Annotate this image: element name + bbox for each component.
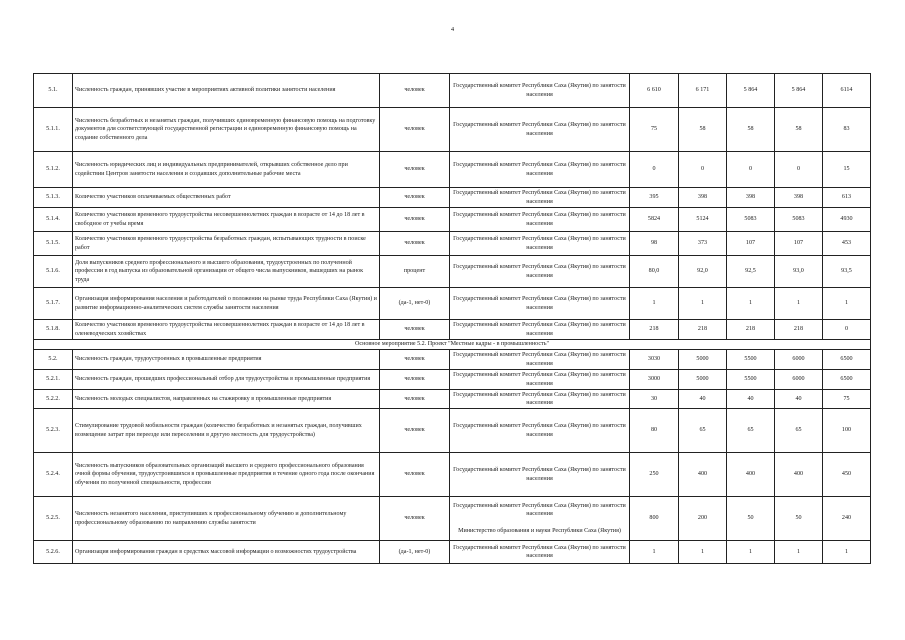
indicator-value: 92,5	[727, 256, 775, 288]
responsible-executor	[450, 497, 630, 541]
indicator-value: 5500	[727, 350, 775, 370]
row-number: 5.1.5.	[34, 232, 73, 256]
indicator-value: 58	[679, 108, 727, 152]
indicator-value: 93,0	[775, 256, 823, 288]
indicator-value: 58	[727, 108, 775, 152]
indicator-value: 5083	[775, 208, 823, 232]
table-row	[34, 390, 871, 409]
responsible-executor	[450, 152, 630, 188]
responsible-executor	[450, 350, 630, 370]
responsible-executor-line: Государственный комитет Республики Саха (Якутия) по занятости населения	[453, 503, 626, 518]
responsible-executor	[450, 390, 630, 409]
indicators-table	[33, 73, 871, 564]
row-number: 5.1.3.	[34, 188, 73, 208]
indicator-value: 40	[775, 390, 823, 409]
indicator-name: Количество участников временного трудоустройства несовершеннолетних граждан в возрасте от 14 до 18 лет в оленеводческих хозяйствах	[73, 320, 380, 340]
indicator-value: 83	[823, 108, 871, 152]
unit-of-measure: (да-1, нет-0)	[380, 288, 450, 320]
indicator-name: Численность граждан, принявших участие в мероприятиях активной политики занятости населения	[73, 74, 380, 108]
responsible-executor-line: Государственный комитет Республики Саха (Якутия) по занятости населения	[453, 296, 626, 311]
indicator-value: 6000	[775, 350, 823, 370]
unit-of-measure: человек	[380, 208, 450, 232]
responsible-executor	[450, 74, 630, 108]
indicator-value: 92,0	[679, 256, 727, 288]
table-row	[34, 256, 871, 288]
indicator-value: 1	[679, 288, 727, 320]
unit-of-measure: человек	[380, 152, 450, 188]
unit-of-measure: человек	[380, 350, 450, 370]
responsible-executor	[450, 453, 630, 497]
row-number: 5.2.1.	[34, 370, 73, 390]
indicator-value: 398	[679, 188, 727, 208]
row-number: 5.1.2.	[34, 152, 73, 188]
indicator-value: 1	[823, 288, 871, 320]
indicator-value: 75	[823, 390, 871, 409]
responsible-executor	[450, 409, 630, 453]
indicator-value: 398	[727, 188, 775, 208]
indicator-value: 5 864	[775, 74, 823, 108]
indicator-value: 0	[679, 152, 727, 188]
table-row	[34, 152, 871, 188]
unit-of-measure: процент	[380, 256, 450, 288]
table-row	[34, 232, 871, 256]
indicator-value: 400	[775, 453, 823, 497]
indicator-value: 93,5	[823, 256, 871, 288]
indicator-value: 1	[630, 541, 679, 564]
indicator-value: 0	[630, 152, 679, 188]
responsible-executor	[450, 108, 630, 152]
indicator-value: 450	[823, 453, 871, 497]
indicator-value: 15	[823, 152, 871, 188]
unit-of-measure: человек	[380, 409, 450, 453]
indicator-value: 1	[775, 288, 823, 320]
indicator-value: 218	[775, 320, 823, 340]
row-number: 5.1.6.	[34, 256, 73, 288]
indicator-value: 5500	[727, 370, 775, 390]
responsible-executor-line: Государственный комитет Республики Саха (Якутия) по занятости населения	[453, 162, 626, 177]
indicator-value: 400	[679, 453, 727, 497]
indicator-value: 65	[679, 409, 727, 453]
responsible-executor-line: Государственный комитет Республики Саха (Якутия) по занятости населения	[453, 352, 626, 367]
indicator-value: 5000	[679, 370, 727, 390]
indicator-value: 5083	[727, 208, 775, 232]
responsible-executor-line: Государственный комитет Республики Саха (Якутия) по занятости населения	[453, 423, 626, 438]
unit-of-measure: человек	[380, 320, 450, 340]
indicator-value: 6500	[823, 370, 871, 390]
indicator-value: 3030	[630, 350, 679, 370]
unit-of-measure: человек	[380, 108, 450, 152]
indicator-value: 40	[679, 390, 727, 409]
indicator-value: 4930	[823, 208, 871, 232]
row-number: 5.2.2.	[34, 390, 73, 409]
responsible-executor-line: Государственный комитет Республики Саха (Якутия) по занятости населения	[453, 83, 626, 98]
table-row	[34, 350, 871, 370]
responsible-executor	[450, 256, 630, 288]
table-row	[34, 409, 871, 453]
indicator-name: Численность незанятого населения, приступивших к профессиональному обучению и дополнительному профессиональному образованию по направлению службы занятости	[73, 497, 380, 541]
indicator-name: Численность граждан, прошедших профессиональный отбор для трудоустройства в промышленные предприятия	[73, 370, 380, 390]
indicator-value: 58	[775, 108, 823, 152]
table-row	[34, 108, 871, 152]
row-number: 5.2.6.	[34, 541, 73, 564]
row-number: 5.1.8.	[34, 320, 73, 340]
page-number: 4	[450, 26, 455, 33]
indicator-value: 218	[630, 320, 679, 340]
indicator-value: 398	[775, 188, 823, 208]
indicator-value: 400	[727, 453, 775, 497]
table-row	[34, 188, 871, 208]
responsible-executor-line: Государственный комитет Республики Саха (Якутия) по занятости населения	[453, 212, 626, 227]
indicator-value: 0	[727, 152, 775, 188]
unit-of-measure: человек	[380, 497, 450, 541]
row-number: 5.2.3.	[34, 409, 73, 453]
responsible-executor-line: Государственный комитет Республики Саха (Якутия) по занятости населения	[453, 322, 626, 337]
indicator-name: Доля выпускников среднего профессионального и высшего образования, трудоустроенных по полученной профессии в год выпуска из образовательной организации от общего числа выпускников, вышедших на рынок труда	[73, 256, 380, 288]
section-row	[34, 340, 871, 350]
unit-of-measure: человек	[380, 370, 450, 390]
table-row	[34, 288, 871, 320]
indicator-name: Численность выпускников образовательных организаций высшего и среднего профессионального образования очной формы обучения, трудоустроившихся в промышленные предприятия в течение одного года после окончания обучения по полученной специальности, профессии	[73, 453, 380, 497]
responsible-executor	[450, 208, 630, 232]
indicator-value: 80	[630, 409, 679, 453]
responsible-executor-line: Министерство образования и науки Республики Саха (Якутия)	[458, 527, 621, 534]
table-row	[34, 320, 871, 340]
indicator-value: 65	[727, 409, 775, 453]
responsible-executor-line: Государственный комитет Республики Саха (Якутия) по занятости населения	[453, 544, 626, 559]
indicator-value: 3000	[630, 370, 679, 390]
indicator-name: Количество участников оплачиваемых общественных работ	[73, 188, 380, 208]
indicator-value: 107	[727, 232, 775, 256]
responsible-executor-line: Государственный комитет Республики Саха (Якутия) по занятости населения	[453, 391, 626, 406]
table-row	[34, 370, 871, 390]
row-number: 5.2.4.	[34, 453, 73, 497]
indicator-value: 6000	[775, 370, 823, 390]
indicator-value: 250	[630, 453, 679, 497]
responsible-executor	[450, 188, 630, 208]
indicator-value: 75	[630, 108, 679, 152]
indicator-value: 5000	[679, 350, 727, 370]
responsible-executor	[450, 541, 630, 564]
row-number: 5.1.7.	[34, 288, 73, 320]
row-number: 5.1.	[34, 74, 73, 108]
indicator-name: Численность молодых специалистов, направленных на стажировку в промышленные предприятия	[73, 390, 380, 409]
responsible-executor	[450, 320, 630, 340]
indicator-value: 6 171	[679, 74, 727, 108]
indicator-name: Организация информирования населения и работодателей о положении на рынке труда Республики Саха (Якутия) и развитие информационно-аналитических систем службы занятости населения	[73, 288, 380, 320]
indicator-value: 0	[775, 152, 823, 188]
row-number: 5.1.4.	[34, 208, 73, 232]
indicator-value: 1	[630, 288, 679, 320]
indicator-value: 50	[727, 497, 775, 541]
indicator-value: 40	[727, 390, 775, 409]
responsible-executor-line: Государственный комитет Республики Саха (Якутия) по занятости населения	[453, 122, 626, 137]
indicator-value: 0	[823, 320, 871, 340]
indicator-value: 1	[727, 541, 775, 564]
indicator-value: 107	[775, 232, 823, 256]
indicator-value: 6 610	[630, 74, 679, 108]
unit-of-measure: человек	[380, 453, 450, 497]
row-number: 5.2.	[34, 350, 73, 370]
indicator-value: 6500	[823, 350, 871, 370]
indicator-name: Стимулирование трудовой мобильности граждан (количество безработных и незанятых граждан, получивших возмещение затрат при переезде или переселении в другую местность для трудоустройства)	[73, 409, 380, 453]
unit-of-measure: человек	[380, 232, 450, 256]
indicator-name: Численность граждан, трудоустроенных в промышленные предприятия	[73, 350, 380, 370]
responsible-executor-line: Государственный комитет Республики Саха (Якутия) по занятости населения	[453, 264, 626, 279]
indicator-value: 100	[823, 409, 871, 453]
row-number: 5.1.1.	[34, 108, 73, 152]
indicator-name: Численность юридических лиц и индивидуальных предпринимателей, открывших собственное дело при содействии Центров занятости населения и создавших дополнительные рабочие места	[73, 152, 380, 188]
indicator-value: 5824	[630, 208, 679, 232]
indicator-name: Численность безработных и незанятых граждан, получивших единовременную финансовую помощь на подготовку документов для соответствующей государственной регистрации и единовременную финансовую помощь на создание собственного дела	[73, 108, 380, 152]
section-title: Основное мероприятие 5.2. Проект "Местные кадры - в промышленность"	[34, 340, 871, 350]
indicator-value: 395	[630, 188, 679, 208]
indicator-value: 218	[727, 320, 775, 340]
indicator-value: 30	[630, 390, 679, 409]
indicator-name: Организация информирования граждан в средствах массовой информации о возможностях трудоустройства	[73, 541, 380, 564]
responsible-executor-line: Государственный комитет Республики Саха (Якутия) по занятости населения	[453, 190, 626, 205]
indicator-name: Количество участников временного трудоустройства несовершеннолетних граждан в возрасте от 14 до 18 лет в свободное от учебы время	[73, 208, 380, 232]
responsible-executor-line: Государственный комитет Республики Саха (Якутия) по занятости населения	[453, 372, 626, 387]
indicator-value: 218	[679, 320, 727, 340]
indicator-value: 65	[775, 409, 823, 453]
table-row	[34, 74, 871, 108]
table-row	[34, 208, 871, 232]
responsible-executor	[450, 232, 630, 256]
unit-of-measure: человек	[380, 74, 450, 108]
indicator-value: 5 864	[727, 74, 775, 108]
indicator-value: 373	[679, 232, 727, 256]
unit-of-measure: человек	[380, 188, 450, 208]
indicator-value: 1	[727, 288, 775, 320]
responsible-executor	[450, 288, 630, 320]
indicator-name: Количество участников временного трудоустройства безработных граждан, испытывающих трудности в поиске работ	[73, 232, 380, 256]
table-row	[34, 541, 871, 564]
indicator-value: 1	[775, 541, 823, 564]
indicator-value: 453	[823, 232, 871, 256]
indicator-value: 6114	[823, 74, 871, 108]
indicator-value: 200	[679, 497, 727, 541]
indicator-value: 240	[823, 497, 871, 541]
indicator-value: 1	[823, 541, 871, 564]
responsible-executor-line: Государственный комитет Республики Саха (Якутия) по занятости населения	[453, 467, 626, 482]
unit-of-measure: человек	[380, 390, 450, 409]
row-number: 5.2.5.	[34, 497, 73, 541]
indicator-value: 1	[679, 541, 727, 564]
indicator-value: 5124	[679, 208, 727, 232]
unit-of-measure: (да-1, нет-0)	[380, 541, 450, 564]
indicator-value: 613	[823, 188, 871, 208]
responsible-executor	[450, 370, 630, 390]
indicator-value: 98	[630, 232, 679, 256]
table-row	[34, 453, 871, 497]
indicator-value: 50	[775, 497, 823, 541]
table-row	[34, 497, 871, 541]
indicator-value: 800	[630, 497, 679, 541]
indicator-value: 80,0	[630, 256, 679, 288]
responsible-executor-line: Государственный комитет Республики Саха (Якутия) по занятости населения	[453, 236, 626, 251]
